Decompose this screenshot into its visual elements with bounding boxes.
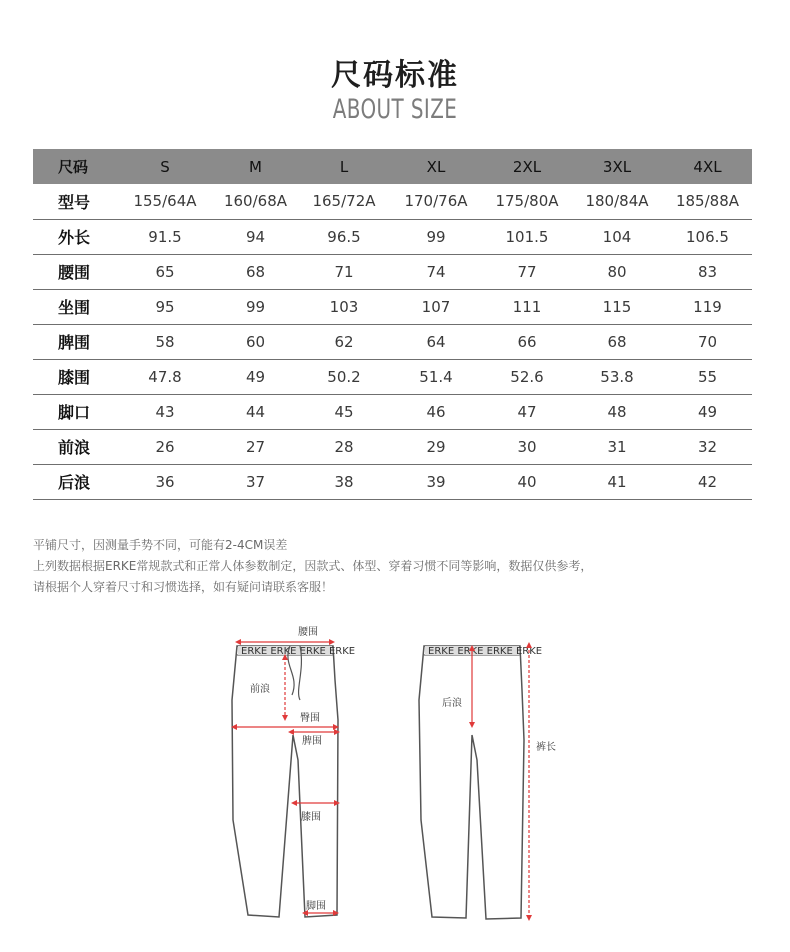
header-size-3xl: 3XL [602,157,632,176]
table-cell: 48 [607,402,627,421]
table-cell: 175/80A [495,192,559,211]
table-cell: 55 [697,367,718,386]
note-line-1: 平铺尺寸，因测量手势不同，可能有2-4CM误差 [33,538,288,552]
table-cell: 40 [517,472,537,491]
label-hem: 脚围 [306,901,326,912]
page-title: 尺码标准 [331,58,459,93]
table-cell: 77 [517,262,537,281]
table-cell: 27 [245,437,266,456]
table-cell: 104 [602,227,632,246]
table-cell: 29 [426,437,446,456]
table-cell: 99 [426,227,446,246]
label-hip: 臀围 [300,713,320,724]
table-cell: 31 [607,437,627,456]
table-cell: 106.5 [686,227,729,246]
table-cell: 180/84A [585,192,649,211]
table-cell: 43 [155,402,175,421]
table-cell: 28 [334,437,354,456]
table-cell: 96.5 [327,227,361,246]
header-size-2xl: 2XL [512,157,542,176]
row-label: 膝围 [58,368,91,387]
note-line-3: 请根据个人穿着尺寸和习惯选择，如有疑问请联系客服！ [33,580,334,594]
table-cell: 94 [245,227,266,246]
row-label: 坐围 [58,298,91,317]
row-label: 后浪 [58,473,91,492]
table-cell: 95 [155,297,175,316]
table-cell: 170/76A [404,192,468,211]
table-cell: 58 [155,332,175,351]
table-cell: 103 [329,297,359,316]
label-length: 裤长 [536,742,556,753]
header-size-xl: XL [426,157,446,176]
table-cell: 49 [697,402,718,421]
table-cell: 65 [155,262,175,281]
note-line-2: 上列数据根据ERKE常规款式和正常人体参数制定，因款式、体型、穿着习惯不同等影响，数据仅供参考， [33,559,593,573]
table-cell: 44 [245,402,266,421]
table-cell: 64 [426,332,446,351]
table-cell: 39 [426,472,446,491]
table-cell: 160/68A [223,192,288,211]
table-cell: 46 [426,402,446,421]
table-cell: 30 [517,437,537,456]
table-cell: 74 [426,262,446,281]
label-back-rise: 后浪 [442,698,462,709]
table-cell: 51.4 [419,367,453,386]
label-thigh: 脾围 [302,736,322,747]
page-subtitle: ABOUT SIZE [332,94,458,125]
row-label: 脚口 [58,403,91,422]
row-label: 外长 [58,228,91,247]
table-cell: 165/72A [312,192,376,211]
table-cell: 47.8 [148,367,182,386]
table-cell: 115 [602,297,632,316]
table-cell: 60 [245,332,266,351]
table-cell: 111 [512,297,542,316]
table-cell: 91.5 [148,227,182,246]
table-cell: 32 [697,437,718,456]
header-size-l: L [339,157,349,176]
row-label: 前浪 [58,438,91,457]
table-cell: 37 [245,472,266,491]
row-label: 腰围 [58,263,91,282]
table-cell: 185/88A [675,192,740,211]
table-cell: 83 [697,262,718,281]
front-pants-outline [232,646,338,917]
table-cell: 155/64A [133,192,197,211]
table-cell: 119 [693,297,722,316]
table-cell: 49 [245,367,266,386]
table-cell: 68 [245,262,266,281]
header-size-m: M [249,157,262,176]
table-cell: 42 [697,472,718,491]
table-cell: 53.8 [600,367,634,386]
row-label: 脾围 [58,333,91,352]
table-cell: 41 [607,472,627,491]
header-size-4xl: 4XL [693,157,722,176]
label-front-rise: 前浪 [250,684,270,695]
table-cell: 62 [334,332,354,351]
header-size-label: 尺码 [58,158,89,176]
label-waist: 腰围 [298,627,318,638]
table-cell: 45 [334,402,354,421]
table-cell: 101.5 [505,227,549,246]
table-cell: 38 [334,472,354,491]
table-cell: 52.6 [510,367,544,386]
table-cell: 68 [607,332,627,351]
front-waistband-text: ERKE ERKE ERKE ERKE [241,646,356,657]
back-waistband-text: ERKE ERKE ERKE ERKE [428,646,543,657]
header-size-s: S [160,157,170,176]
table-cell: 107 [421,297,451,316]
table-cell: 26 [155,437,175,456]
table-cell: 99 [245,297,266,316]
table-cell: 66 [517,332,537,351]
table-cell: 80 [607,262,627,281]
table-cell: 71 [334,262,354,281]
table-cell: 50.2 [327,367,361,386]
table-cell: 47 [517,402,537,421]
table-cell: 36 [155,472,175,491]
label-knee: 膝围 [301,812,321,823]
row-label: 型号 [58,192,91,212]
table-cell: 70 [697,332,718,351]
